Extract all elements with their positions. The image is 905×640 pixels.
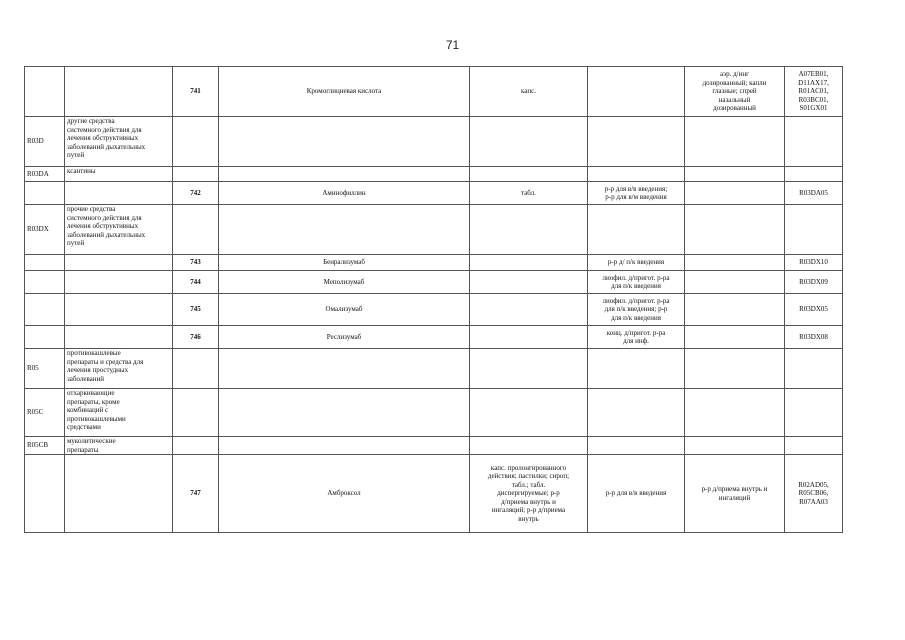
cell-dosage-form-other [685,271,785,294]
cell-atc-group-code [25,326,65,349]
table-row [25,349,843,389]
cell-text-line: препараты и средства для [67,357,144,366]
cell-item-number: 745 [173,294,219,326]
cell-item-number [173,437,219,455]
cell-text-line: заболеваний дыхательных [67,142,146,151]
cell-dosage-form-parenteral [588,349,685,389]
cell-text-line: назальный [718,95,751,104]
cell-dosage-form-oral [470,437,588,455]
cell-dosage-form-oral [470,294,588,326]
cell-dosage-form-other [685,167,785,182]
cell-drug-name: Бенрализумаб [219,255,470,271]
cell-text-line: дозированный [713,104,756,113]
cell-text-line: конц. д/пригот. р-ра [606,328,666,337]
cell-dosage-form-oral [470,389,588,437]
cell-atc-codes [785,455,843,533]
cell-text-line: для инф. [623,337,649,345]
cell-text-line: для п/к введения [611,313,661,322]
table-row [25,67,843,117]
cell-dosage-form-parenteral [588,271,685,294]
cell-drug-name [219,167,470,182]
cell-text-line: капс. [521,87,536,96]
drug-table [24,66,843,533]
cell-dosage-form-other [685,349,785,389]
cell-dosage-form-oral [470,117,588,167]
cell-group-description [65,67,173,117]
cell-text-line: отхаркивающие [67,389,115,397]
cell-atc-codes [785,67,843,117]
cell-text-line: ингаляций [718,493,751,502]
cell-dosage-form-oral [470,205,588,255]
table-row [25,167,843,182]
cell-atc-codes [785,437,843,455]
table-row [25,182,843,205]
cell-drug-name [219,117,470,167]
table-row [25,205,843,255]
table-row [25,255,843,271]
cell-text-line: R03DX08 [799,332,828,341]
cell-atc-codes [785,167,843,182]
cell-group-description [65,326,173,349]
cell-atc-codes [785,326,843,349]
cell-atc-codes [785,182,843,205]
cell-atc-group-code [25,271,65,294]
cell-text-line: R01AC01, [798,87,829,96]
cell-dosage-form-parenteral [588,294,685,326]
cell-dosage-form-other [685,294,785,326]
cell-text-line: препараты [67,445,99,454]
cell-dosage-form-parenteral [588,455,685,533]
cell-item-number [173,205,219,255]
cell-atc-codes [785,271,843,294]
cell-text-line: диспергируемые; р-р [497,489,560,498]
cell-dosage-form-other [685,67,785,117]
table-row [25,117,843,167]
cell-group-description [65,167,173,182]
cell-dosage-form-parenteral [588,205,685,255]
cell-dosage-form-other [685,389,785,437]
cell-atc-group-code: R05CB [25,437,65,455]
cell-text-line: противокашлевыми [67,414,126,423]
cell-atc-group-code: R03DA [25,167,65,182]
cell-dosage-form-parenteral [588,326,685,349]
cell-item-number: 742 [173,182,219,205]
cell-text-line: р-р д/приема внутрь и [701,485,768,493]
cell-drug-name [219,349,470,389]
cell-text-line: лечения простудных [67,366,129,374]
cell-item-number [173,117,219,167]
cell-dosage-form-parenteral [588,167,685,182]
cell-drug-name: Амброксол [219,455,470,533]
cell-group-description [65,205,173,255]
table-body [25,67,843,533]
cell-dosage-form-oral [470,182,588,205]
cell-text-line: муколитические [67,437,116,445]
cell-text-line: для п/к введения; р-р [604,305,668,314]
cell-text-line: табл.; табл. [511,480,546,489]
cell-dosage-form-parenteral [588,255,685,271]
cell-text-line: ксантины [67,167,96,175]
cell-text-line: р-р для в/в введения; [604,184,668,193]
cell-atc-codes [785,294,843,326]
cell-dosage-form-parenteral [588,437,685,455]
cell-dosage-form-other [685,455,785,533]
cell-text-line: лечения обструктивных [67,134,139,142]
table-row [25,437,843,455]
cell-atc-group-code [25,182,65,205]
cell-text-line: R03BC01, S01GX01 [798,95,829,113]
cell-text-line: системного действия для [67,213,142,222]
cell-text-line: заболеваний [67,374,104,383]
cell-dosage-form-parenteral [588,117,685,167]
cell-dosage-form-parenteral [588,182,685,205]
cell-dosage-form-oral [470,349,588,389]
cell-text-line: противокашлевые [67,349,121,357]
table-row [25,271,843,294]
cell-drug-name: Омализумаб [219,294,470,326]
table-row [25,389,843,437]
cell-text-line: заболеваний дыхательных [67,230,146,239]
cell-group-description [65,294,173,326]
cell-atc-group-code: R05 [25,349,65,389]
cell-text-line: R05CB06, [798,489,829,498]
cell-dosage-form-oral [470,167,588,182]
cell-drug-name [219,205,470,255]
cell-text-line: комбинаций с [67,406,109,414]
page-number: 71 [445,38,460,52]
cell-drug-name: Меполизумаб [219,271,470,294]
cell-text-line: R07AA03 [799,497,828,506]
cell-text-line: р-р д/ п/к введения [607,258,665,267]
cell-atc-group-code [25,255,65,271]
cell-text-line: средствами [67,423,101,431]
cell-text-line: капс. пролонгированного [490,463,567,472]
cell-group-description [65,117,173,167]
cell-group-description [65,255,173,271]
cell-drug-name: Реслизумаб [219,326,470,349]
cell-item-number [173,167,219,182]
cell-text-line: R03DA05 [799,188,828,197]
cell-atc-group-code: R03DX [25,205,65,255]
cell-text-line: лиофил. д/пригот. р-ра [602,296,670,305]
cell-group-description [65,182,173,205]
cell-dosage-form-oral [470,67,588,117]
cell-text-line: внутрь [518,514,539,523]
cell-text-line: D11AX17, [798,78,829,87]
cell-group-description [65,455,173,533]
cell-dosage-form-other [685,255,785,271]
cell-text-line: R03DX05 [799,305,828,314]
cell-text-line: глазные; спрей [712,87,757,96]
cell-item-number: 746 [173,326,219,349]
cell-text-line: R03DX09 [799,277,828,286]
cell-text-line: дозированный; капли [702,78,767,87]
cell-dosage-form-oral [470,455,588,533]
cell-dosage-form-other [685,326,785,349]
cell-text-line: ингаляций; р-р д/приема [491,506,566,515]
table-row [25,326,843,349]
cell-dosage-form-other [685,117,785,167]
cell-item-number [173,349,219,389]
cell-group-description [65,437,173,455]
cell-item-number: 741 [173,67,219,117]
cell-dosage-form-parenteral [588,67,685,117]
cell-dosage-form-other [685,182,785,205]
cell-text-line: A07EB01, [798,70,829,79]
cell-atc-group-code [25,455,65,533]
cell-atc-codes [785,389,843,437]
cell-drug-name [219,389,470,437]
cell-text-line: другие средства [67,117,115,125]
cell-item-number: 747 [173,455,219,533]
cell-text-line: системного действия для [67,125,142,134]
cell-dosage-form-other [685,205,785,255]
cell-atc-group-code: R03D [25,117,65,167]
cell-drug-name: Кромоглициевая кислота [219,67,470,117]
cell-text-line: р-р для в/м введения [605,193,667,201]
cell-text-line: лиофил. д/пригот. р-ра [602,273,670,282]
cell-atc-group-code [25,294,65,326]
cell-atc-group-code: R05C [25,389,65,437]
cell-text-line: аэр. д/инг [720,70,749,79]
cell-text-line: R03DX10 [799,258,828,267]
cell-text-line: путей [67,151,85,159]
cell-text-line: для п/к введения [611,282,661,290]
cell-text-line: путей [67,239,85,247]
cell-text-line: д/приема внутрь и [501,497,556,506]
cell-atc-codes [785,117,843,167]
cell-dosage-form-oral [470,271,588,294]
cell-text-line: прочие средства [67,205,116,213]
cell-atc-group-code [25,67,65,117]
cell-drug-name: Аминофиллин [219,182,470,205]
cell-dosage-form-other [685,437,785,455]
cell-item-number [173,389,219,437]
cell-item-number: 743 [173,255,219,271]
cell-text-line: R02AD05, [798,480,829,489]
table-row [25,294,843,326]
table-row [25,455,843,533]
cell-text-line: действия; пастилки; сироп; [487,472,570,481]
cell-group-description [65,271,173,294]
cell-text-line: лечения обструктивных [67,222,139,230]
cell-drug-name [219,437,470,455]
cell-dosage-form-oral [470,255,588,271]
cell-text-line: табл. [521,188,536,197]
cell-group-description [65,389,173,437]
cell-item-number: 744 [173,271,219,294]
cell-atc-codes [785,255,843,271]
cell-atc-codes [785,349,843,389]
cell-group-description [65,349,173,389]
cell-dosage-form-parenteral [588,389,685,437]
cell-dosage-form-oral [470,326,588,349]
cell-atc-codes [785,205,843,255]
cell-text-line: препараты, кроме [67,397,120,406]
cell-text-line: р-р для в/в введения [605,489,667,498]
